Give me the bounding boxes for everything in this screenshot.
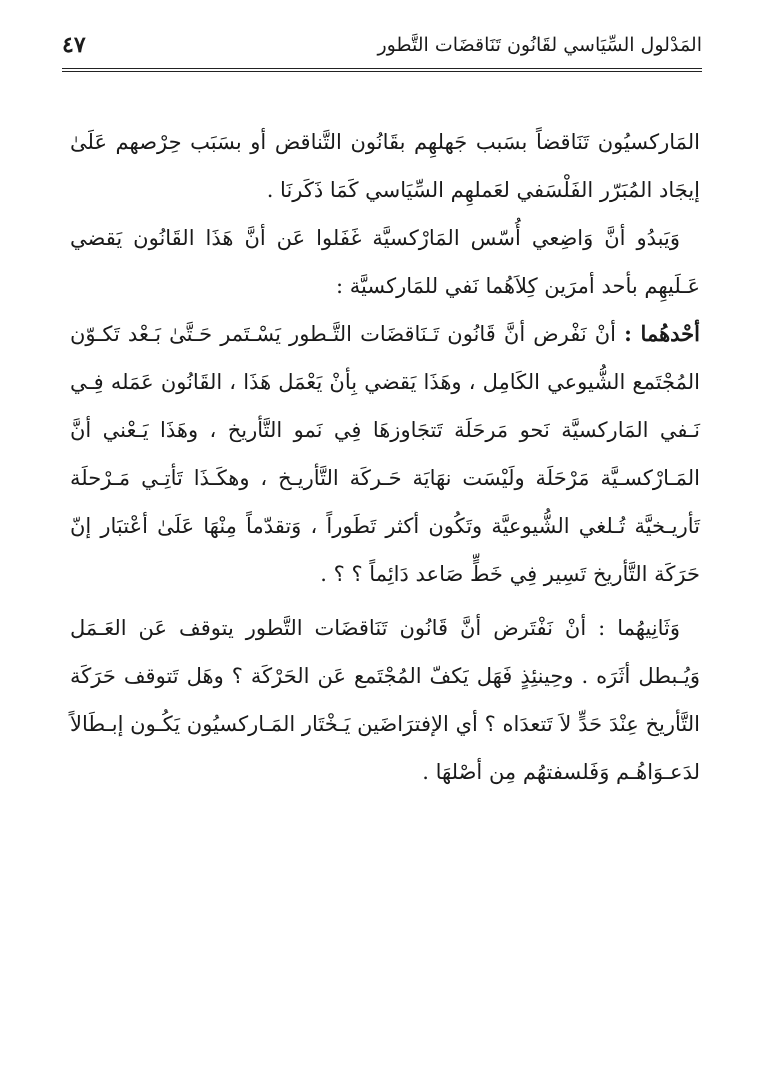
page-header — [62, 28, 702, 72]
header-rule-secondary — [62, 71, 702, 72]
paragraph-4-lead: وَثَانِيهُما : — [598, 616, 680, 640]
page-number: ٤٧ — [62, 32, 86, 58]
running-title: المَدْلول السِّيَاسي لقَانُون تَنَاقضَات التَّطور — [377, 34, 702, 56]
header-rule — [62, 68, 702, 69]
paragraph-1: المَاركسيُون تَنَاقضاً بسَبب جَهلهِم بقَانُون التَّناقض أو بسَبَب حِرْصهم عَلَىٰ إيجَاد المُبَرّر الفَلْسَفي لعَملهِم السِّيَاسي كَمَا ذَكَرنَا . — [70, 130, 700, 202]
paragraph-2: وَيَبدُو أنَّ وَاضِعي أُسّس المَارْكسيَّة غَفَلوا عَن أنَّ هَذَا القَانُون يَقضي عَـلَيهِم بأحد أمرَين كِلاَهُما نَفي للمَاركسيَّة : — [70, 226, 700, 298]
paragraph-3-lead: أحْدهُما : — [624, 321, 701, 346]
paragraph-4-text: أنْ نَفْتَرض أنَّ قَانُون تَنَاقضَات التَّطور يتوقف عَن العَـمَل وَيُـبطل أثَرَه . وحِينئِذٍ فَهَل يَكفّ المُجْتَمع عَن الحَرْكَة ؟ وهَل تَتوقف حَرَكَة التَّأريخ عِنْدَ حَدٍّ لاَ تَتعدَاه ؟ أي الإفترَاضَين يَـخْتَار المَـاركسيُون يَكُـون إبـطَالاً لدَعـوَاهُـم وَفَلسفتهُم مِن أصْلهَا . — [70, 616, 700, 784]
paragraph-3 — [70, 310, 700, 598]
paragraph-3-text: أنْ نَفْرض أنَّ قَانُون تَـنَاقضَات التَّـطور يَسْـتَمر حَـتَّىٰ بَـعْد تَكـوّن المُجْتَمع الشُّيوعي الكَامِل ، وهَذَا يَقضي بِأنْ يَعْمَل هَذَا ، القَانُون عَمَله فِـي نَـفي المَاركسيَّة نَحو مَرحَلَة تَتجَاوزهَا فِي نَمو التَّأريخ ، وهَذَا يَـعْني أنَّ المَـارْكسـيَّة مَرْحَلَة ولَيْسَت نهَايَة حَـركَة التَّأريـخ ، وهكَـذَا تَأتِـي مَـرْحلَة تَأريـخيَّة تُـلغي الشُّيوعيَّة وتَكُون أكثر تَطَوراً ، وَتقدّماً مِنْهَا عَلَىٰ أعْتبَار إنّ حَرَكَة التَّأريخ تَسِير فِي خَطٍّ صَاعد دَائِماً ؟ ؟ . — [70, 322, 700, 586]
paragraph-4 — [70, 604, 700, 796]
body-text — [70, 118, 700, 796]
